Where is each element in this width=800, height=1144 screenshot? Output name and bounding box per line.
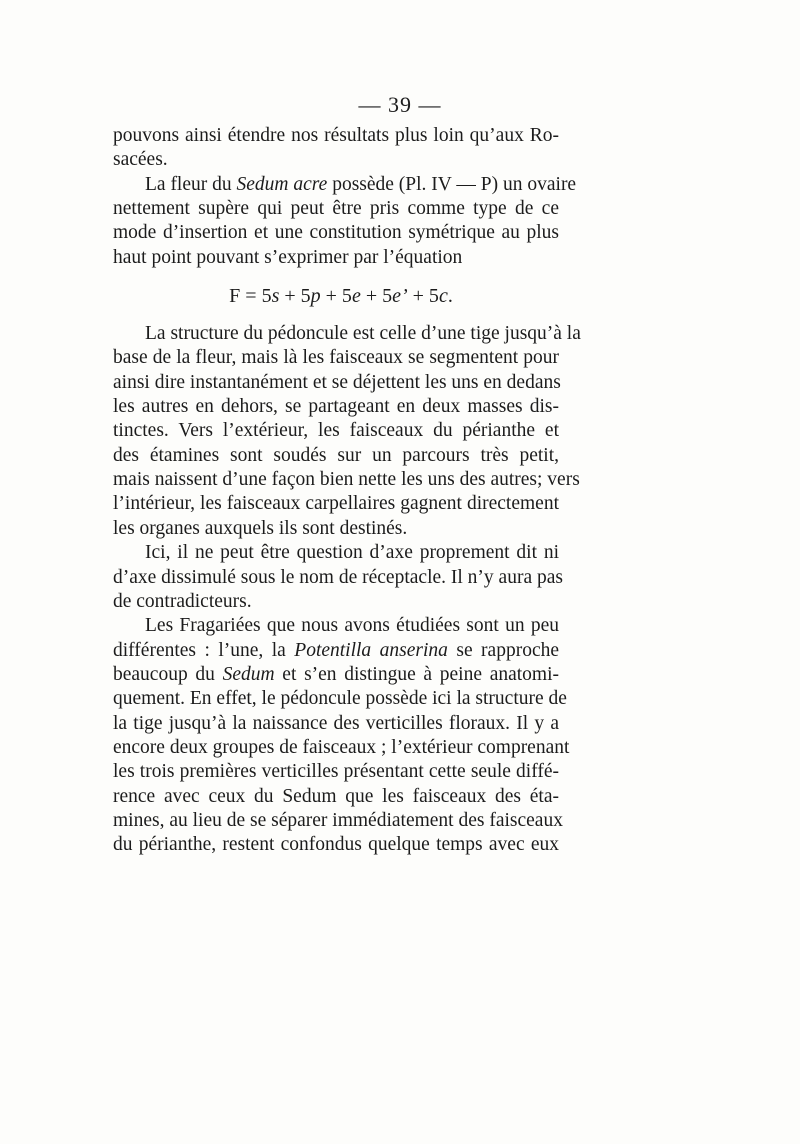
text-line — [113, 444, 559, 468]
text-line — [113, 173, 577, 197]
text-span: haut point pouvant s’exprimer par l’équation — [113, 246, 463, 268]
text-line — [113, 517, 559, 541]
text-line — [113, 468, 580, 492]
text-span: sacées. — [113, 149, 168, 171]
text-line — [113, 663, 559, 687]
italic-text: e’ — [392, 285, 408, 308]
text-span: les autres en dehors, se partageant en deux masses dis- — [113, 396, 559, 418]
text-span: base de la fleur, mais là les faisceaux se segmentent pour — [113, 347, 559, 369]
text-line — [113, 566, 563, 590]
italic-text: p — [310, 285, 321, 308]
text-span: F = 5 — [229, 285, 272, 308]
italic-text: Potentilla anserina — [294, 639, 448, 661]
text-span: d’axe dissimulé sous le nom de réceptacle. Il n’y aura pas — [113, 566, 563, 588]
italic-text: e — [351, 285, 361, 308]
text-line — [113, 346, 559, 370]
text-line — [113, 322, 581, 346]
text-span: mines, au lieu de se séparer immédiatement des faisceaux — [113, 809, 563, 831]
text-span: + 5 — [407, 285, 439, 308]
body-text — [113, 124, 581, 858]
text-span: quement. En effet, le pédoncule possède ici la structure de — [113, 688, 567, 710]
text-span: ainsi dire instantanément et se déjettent les uns en dedans — [113, 371, 561, 393]
text-span: + 5 — [320, 285, 352, 308]
text-span: les trois premières verticilles présentant cette seule diffé- — [113, 761, 559, 783]
equation — [113, 270, 559, 322]
text-span: possède (Pl. IV — P) un ovaire — [327, 173, 577, 195]
text-span: pouvons ainsi étendre nos résultats plus loin qu’aux Ro- — [113, 125, 559, 146]
text-span: tinctes. Vers l’extérieur, les faisceaux du périanthe et — [113, 420, 559, 442]
text-span: Les Fragariées que nous avons étudiées sont un peu — [145, 615, 559, 637]
page-number: — 39 — — [358, 92, 442, 117]
italic-text: Sedum acre — [236, 173, 328, 195]
text-line — [113, 148, 559, 172]
text-line — [113, 590, 559, 614]
text-line — [113, 419, 559, 443]
text-line — [113, 614, 559, 638]
text-line — [113, 124, 559, 148]
text-span: les organes auxquels ils sont destinés. — [113, 517, 408, 539]
text-span: du périanthe, restent confondus quelque temps avec eux — [113, 834, 559, 856]
text-span: + 5 — [279, 285, 311, 308]
text-span: mode d’insertion et une constitution symétrique au plus — [113, 222, 559, 244]
text-line — [113, 492, 559, 516]
text-line — [113, 809, 563, 833]
text-line — [113, 541, 559, 565]
text-line — [113, 736, 570, 760]
text-span: la tige jusqu’à la naissance des verticilles floraux. Il y a — [113, 712, 559, 734]
text-line — [113, 687, 567, 711]
text-line — [113, 760, 559, 784]
italic-text: Sedum — [222, 663, 275, 685]
text-span: des étamines sont soudés sur un parcours très petit, — [113, 444, 559, 466]
text-line — [113, 639, 559, 663]
text-line — [113, 221, 559, 245]
text-span: mais naissent d’une façon bien nette les uns des autres; vers — [113, 469, 580, 491]
text-line — [113, 785, 559, 809]
text-span: Ici, il ne peut être question d’axe proprement dit ni — [145, 542, 559, 564]
text-span: . — [447, 285, 453, 308]
italic-text: c — [438, 285, 448, 308]
text-span: nettement supère qui peut être pris comme type de ce — [113, 198, 559, 220]
text-span: différentes : l’une, la — [113, 639, 295, 661]
text-span: beaucoup du — [113, 663, 223, 685]
text-line — [113, 833, 559, 857]
text-span: rence avec ceux du Sedum que les faisceaux des éta- — [113, 785, 559, 807]
text-span: et s’en distingue à peine anatomi- — [274, 663, 560, 685]
text-span: La fleur du — [145, 173, 237, 195]
text-span: de contradicteurs. — [113, 590, 252, 612]
text-line — [113, 246, 559, 270]
italic-text: s — [271, 285, 280, 308]
text-line — [113, 371, 559, 395]
text-span: se rapproche — [447, 639, 560, 661]
text-span: encore deux groupes de faisceaux ; l’extérieur comprenant — [113, 736, 570, 758]
text-line — [113, 197, 559, 221]
text-span: La structure du pédoncule est celle d’une tige jusqu’à la — [145, 323, 581, 345]
text-line — [113, 712, 559, 736]
text-line — [113, 395, 559, 419]
text-span: l’intérieur, les faisceaux carpellaires gagnent directement — [113, 493, 559, 515]
text-span: + 5 — [360, 285, 393, 308]
